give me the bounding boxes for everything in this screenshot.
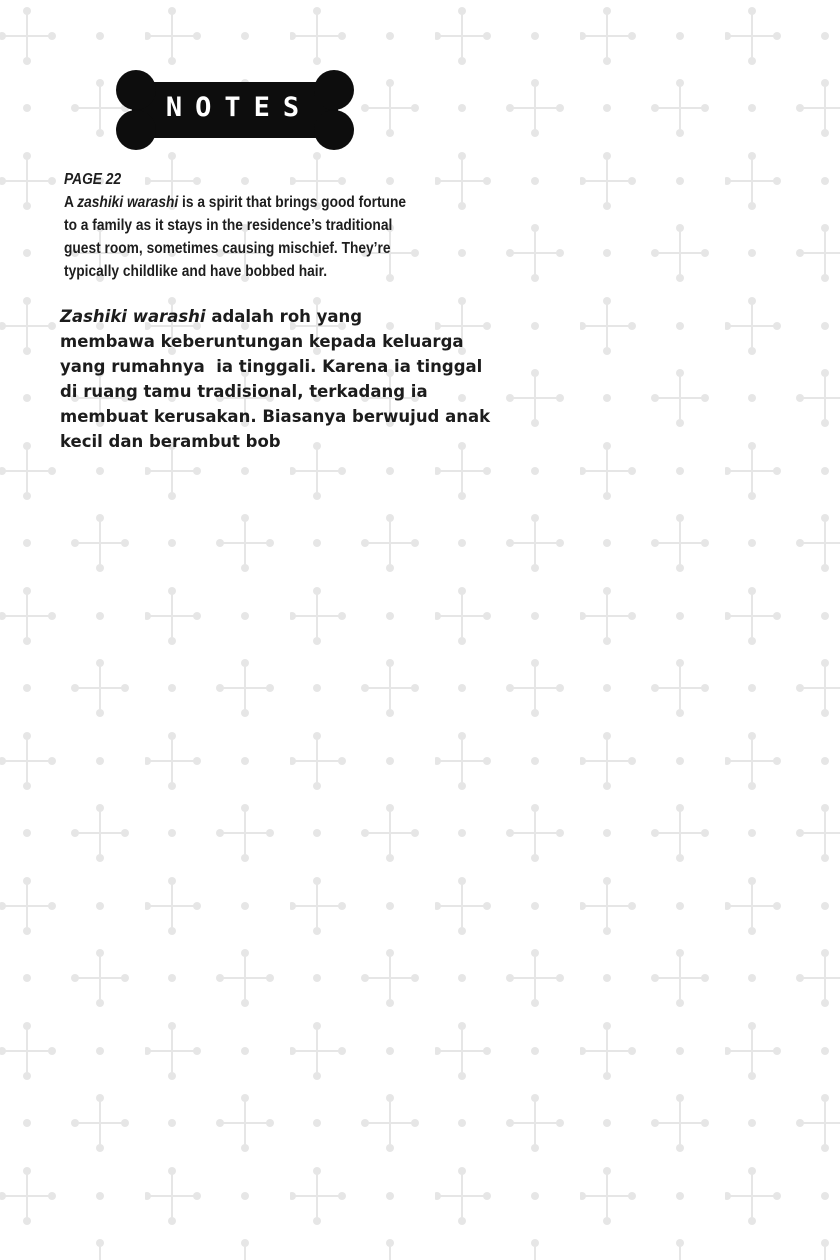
notes-title: NOTES	[165, 92, 313, 123]
english-note-line: to a family as it stays in the residence’s traditional	[64, 217, 393, 234]
translation-note-line: kecil dan berambut bob	[60, 432, 281, 451]
translation-note-line: yang rumahnya ia tinggali. Karena ia tinggal	[60, 357, 483, 376]
translation-note-term: Zashiki warashi	[60, 307, 206, 326]
english-note-line: typically childlike and have bobbed hair.	[64, 263, 328, 280]
page-reference: PAGE 22	[64, 171, 122, 188]
translation-note-line: membuat kerusakan. Biasanya berwujud anak	[60, 407, 491, 426]
translation-note-line: di ruang tamu tradisional, terkadang ia	[60, 382, 428, 401]
notes-badge	[114, 68, 356, 152]
english-note-line1-rest: is a spirit that brings good fortune	[178, 194, 407, 211]
translation-note-line	[60, 304, 490, 329]
english-note-term: zashiki warashi	[77, 194, 179, 211]
english-note-line	[64, 191, 407, 214]
english-note-line: guest room, sometimes causing mischief. They’re	[64, 240, 391, 257]
translation-note-line: membawa keberuntungan kepada keluarga	[60, 332, 464, 351]
english-note-prefix: A	[64, 194, 78, 211]
translation-note	[60, 304, 490, 454]
translation-note-line1-rest: adalah roh yang	[205, 307, 363, 326]
english-note	[64, 168, 407, 283]
